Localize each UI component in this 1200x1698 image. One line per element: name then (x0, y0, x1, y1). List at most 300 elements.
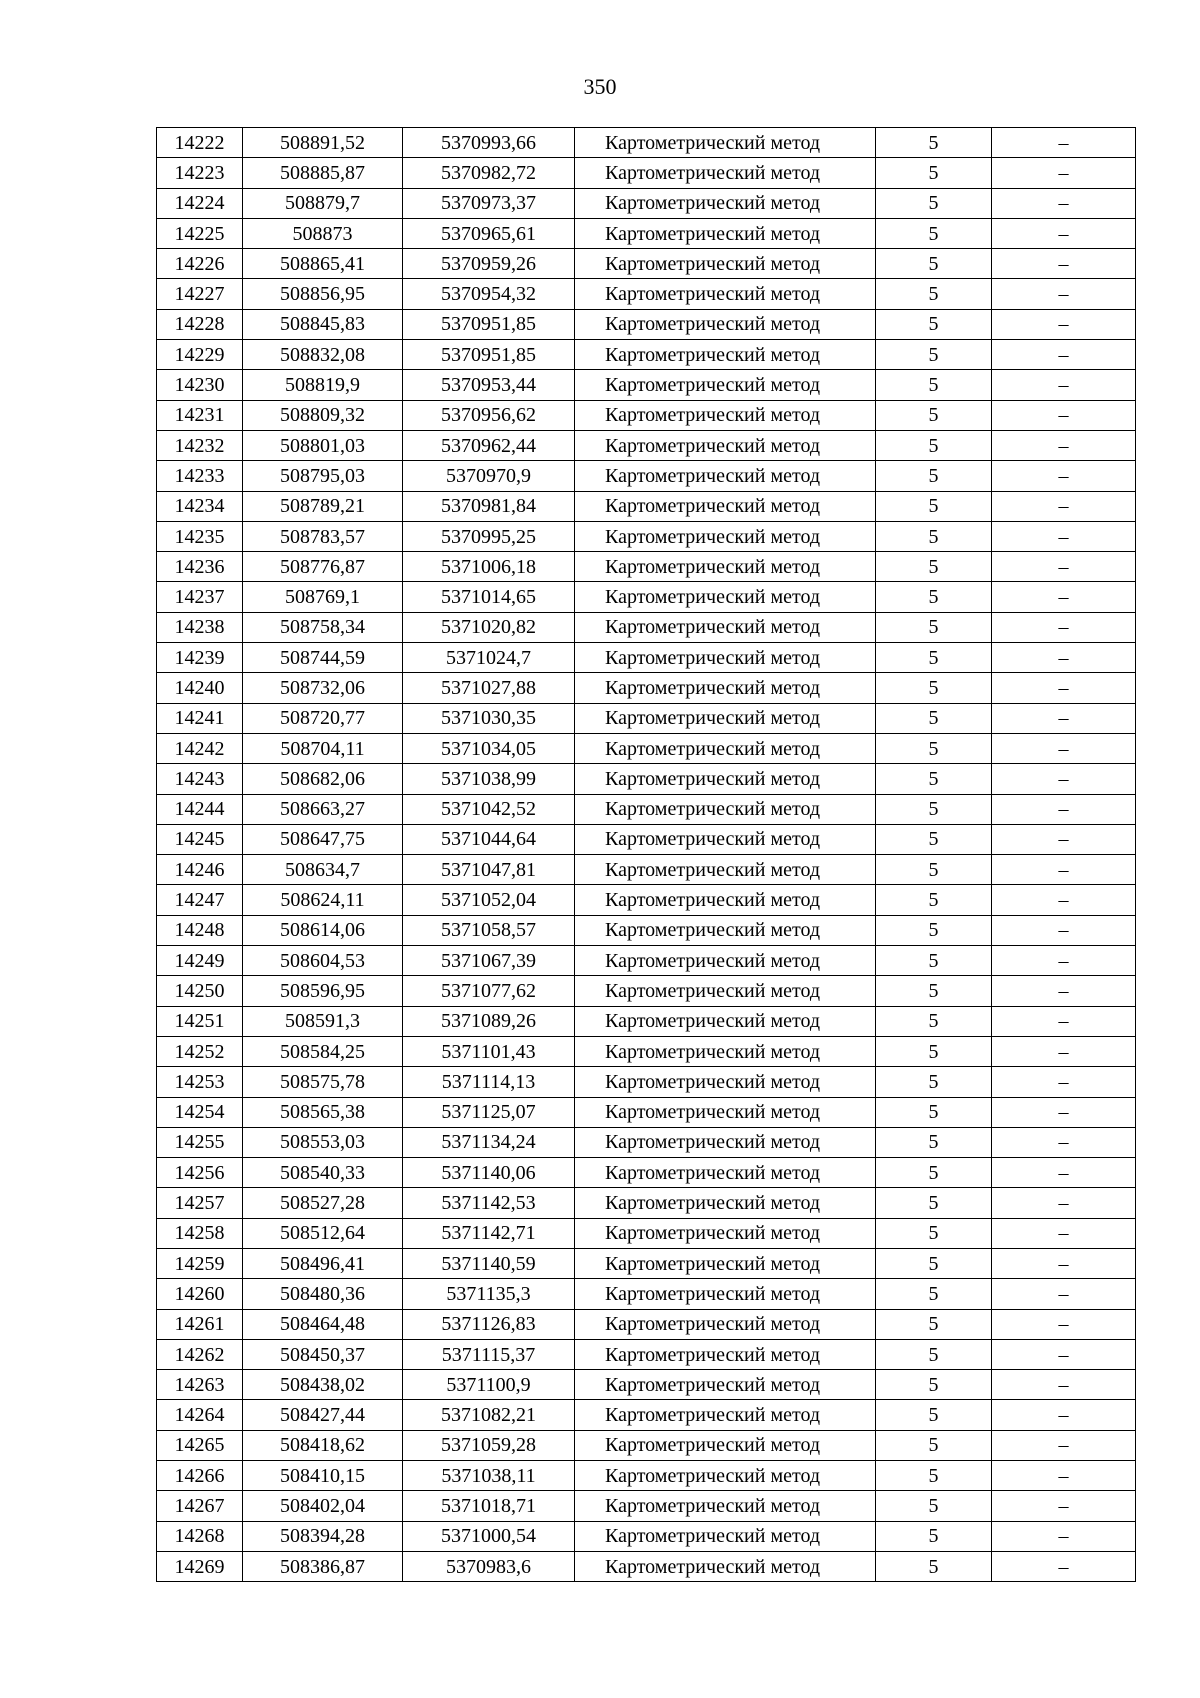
method-cell: Картометрический метод (575, 673, 876, 703)
table-row (157, 128, 1136, 158)
accuracy-cell: 5 (876, 1279, 992, 1309)
x-coordinate-cell: 508744,59 (243, 643, 403, 673)
x-coordinate-cell: 508720,77 (243, 703, 403, 733)
x-coordinate-cell: 508450,37 (243, 1339, 403, 1369)
point-number-cell: 14257 (157, 1188, 243, 1218)
point-number-cell: 14263 (157, 1370, 243, 1400)
table-row (157, 1158, 1136, 1188)
x-coordinate-cell: 508418,62 (243, 1430, 403, 1460)
table-row (157, 1551, 1136, 1581)
method-cell: Картометрический метод (575, 1279, 876, 1309)
accuracy-cell: 5 (876, 643, 992, 673)
x-coordinate-cell: 508438,02 (243, 1370, 403, 1400)
y-coordinate-cell: 5370970,9 (403, 461, 575, 491)
y-coordinate-cell: 5371101,43 (403, 1036, 575, 1066)
accuracy-cell: 5 (876, 218, 992, 248)
note-cell: – (992, 855, 1136, 885)
accuracy-cell: 5 (876, 673, 992, 703)
note-cell: – (992, 915, 1136, 945)
method-cell: Картометрический метод (575, 430, 876, 460)
accuracy-cell: 5 (876, 1097, 992, 1127)
accuracy-cell: 5 (876, 976, 992, 1006)
point-number-cell: 14261 (157, 1309, 243, 1339)
y-coordinate-cell: 5370954,32 (403, 279, 575, 309)
x-coordinate-cell: 508832,08 (243, 340, 403, 370)
y-coordinate-cell: 5370959,26 (403, 249, 575, 279)
x-coordinate-cell: 508769,1 (243, 582, 403, 612)
accuracy-cell: 5 (876, 612, 992, 642)
point-number-cell: 14241 (157, 703, 243, 733)
method-cell: Картометрический метод (575, 521, 876, 551)
point-number-cell: 14248 (157, 915, 243, 945)
method-cell: Картометрический метод (575, 400, 876, 430)
note-cell: – (992, 1370, 1136, 1400)
note-cell: – (992, 1127, 1136, 1157)
accuracy-cell: 5 (876, 521, 992, 551)
table-row (157, 946, 1136, 976)
table-row (157, 461, 1136, 491)
y-coordinate-cell: 5371058,57 (403, 915, 575, 945)
note-cell: – (992, 976, 1136, 1006)
note-cell: – (992, 188, 1136, 218)
point-number-cell: 14235 (157, 521, 243, 551)
table-row (157, 370, 1136, 400)
point-number-cell: 14253 (157, 1067, 243, 1097)
method-cell: Картометрический метод (575, 218, 876, 248)
table-row (157, 915, 1136, 945)
note-cell: – (992, 1339, 1136, 1369)
y-coordinate-cell: 5371100,9 (403, 1370, 575, 1400)
table-row (157, 1188, 1136, 1218)
point-number-cell: 14228 (157, 309, 243, 339)
y-coordinate-cell: 5371034,05 (403, 733, 575, 763)
method-cell: Картометрический метод (575, 1248, 876, 1278)
y-coordinate-cell: 5370995,25 (403, 521, 575, 551)
note-cell: – (992, 218, 1136, 248)
table-row (157, 1400, 1136, 1430)
point-number-cell: 14249 (157, 946, 243, 976)
note-cell: – (992, 794, 1136, 824)
method-cell: Картометрический метод (575, 1067, 876, 1097)
table-row (157, 794, 1136, 824)
table-row (157, 1127, 1136, 1157)
table-row (157, 249, 1136, 279)
accuracy-cell: 5 (876, 1521, 992, 1551)
accuracy-cell: 5 (876, 1006, 992, 1036)
y-coordinate-cell: 5370953,44 (403, 370, 575, 400)
point-number-cell: 14262 (157, 1339, 243, 1369)
accuracy-cell: 5 (876, 1309, 992, 1339)
accuracy-cell: 5 (876, 885, 992, 915)
accuracy-cell: 5 (876, 915, 992, 945)
method-cell: Картометрический метод (575, 1491, 876, 1521)
point-number-cell: 14260 (157, 1279, 243, 1309)
point-number-cell: 14264 (157, 1400, 243, 1430)
method-cell: Картометрический метод (575, 249, 876, 279)
x-coordinate-cell: 508575,78 (243, 1067, 403, 1097)
point-number-cell: 14245 (157, 824, 243, 854)
accuracy-cell: 5 (876, 1491, 992, 1521)
point-number-cell: 14223 (157, 158, 243, 188)
point-number-cell: 14230 (157, 370, 243, 400)
point-number-cell: 14244 (157, 794, 243, 824)
point-number-cell: 14269 (157, 1551, 243, 1581)
note-cell: – (992, 430, 1136, 460)
note-cell: – (992, 340, 1136, 370)
x-coordinate-cell: 508614,06 (243, 915, 403, 945)
accuracy-cell: 5 (876, 764, 992, 794)
point-number-cell: 14234 (157, 491, 243, 521)
method-cell: Картометрический метод (575, 1551, 876, 1581)
point-number-cell: 14268 (157, 1521, 243, 1551)
note-cell: – (992, 885, 1136, 915)
note-cell: – (992, 1158, 1136, 1188)
table-row (157, 188, 1136, 218)
table-row (157, 1036, 1136, 1066)
table-row (157, 764, 1136, 794)
table-row (157, 1430, 1136, 1460)
x-coordinate-cell: 508496,41 (243, 1248, 403, 1278)
point-number-cell: 14246 (157, 855, 243, 885)
y-coordinate-cell: 5371077,62 (403, 976, 575, 1006)
accuracy-cell: 5 (876, 733, 992, 763)
x-coordinate-cell: 508410,15 (243, 1461, 403, 1491)
x-coordinate-cell: 508891,52 (243, 128, 403, 158)
note-cell: – (992, 1551, 1136, 1581)
accuracy-cell: 5 (876, 1551, 992, 1581)
table-row (157, 1339, 1136, 1369)
y-coordinate-cell: 5371135,3 (403, 1279, 575, 1309)
method-cell: Картометрический метод (575, 279, 876, 309)
method-cell: Картометрический метод (575, 764, 876, 794)
method-cell: Картометрический метод (575, 1158, 876, 1188)
note-cell: – (992, 1461, 1136, 1491)
table-row (157, 279, 1136, 309)
y-coordinate-cell: 5371067,39 (403, 946, 575, 976)
table-row (157, 703, 1136, 733)
x-coordinate-cell: 508540,33 (243, 1158, 403, 1188)
y-coordinate-cell: 5371114,13 (403, 1067, 575, 1097)
y-coordinate-cell: 5371000,54 (403, 1521, 575, 1551)
method-cell: Картометрический метод (575, 158, 876, 188)
x-coordinate-cell: 508512,64 (243, 1218, 403, 1248)
y-coordinate-cell: 5370982,72 (403, 158, 575, 188)
table-row (157, 582, 1136, 612)
accuracy-cell: 5 (876, 1218, 992, 1248)
accuracy-cell: 5 (876, 1188, 992, 1218)
x-coordinate-cell: 508427,44 (243, 1400, 403, 1430)
note-cell: – (992, 1067, 1136, 1097)
method-cell: Картометрический метод (575, 1218, 876, 1248)
y-coordinate-cell: 5371047,81 (403, 855, 575, 885)
point-number-cell: 14265 (157, 1430, 243, 1460)
point-number-cell: 14225 (157, 218, 243, 248)
note-cell: – (992, 733, 1136, 763)
x-coordinate-cell: 508596,95 (243, 976, 403, 1006)
note-cell: – (992, 370, 1136, 400)
method-cell: Картометрический метод (575, 703, 876, 733)
note-cell: – (992, 158, 1136, 188)
method-cell: Картометрический метод (575, 582, 876, 612)
point-number-cell: 14256 (157, 1158, 243, 1188)
y-coordinate-cell: 5371134,24 (403, 1127, 575, 1157)
point-number-cell: 14227 (157, 279, 243, 309)
method-cell: Картометрический метод (575, 946, 876, 976)
point-number-cell: 14236 (157, 552, 243, 582)
accuracy-cell: 5 (876, 1461, 992, 1491)
y-coordinate-cell: 5370981,84 (403, 491, 575, 521)
y-coordinate-cell: 5370951,85 (403, 340, 575, 370)
method-cell: Картометрический метод (575, 885, 876, 915)
accuracy-cell: 5 (876, 491, 992, 521)
method-cell: Картометрический метод (575, 1400, 876, 1430)
table-row (157, 976, 1136, 1006)
accuracy-cell: 5 (876, 1158, 992, 1188)
note-cell: – (992, 612, 1136, 642)
accuracy-cell: 5 (876, 340, 992, 370)
x-coordinate-cell: 508394,28 (243, 1521, 403, 1551)
y-coordinate-cell: 5371030,35 (403, 703, 575, 733)
note-cell: – (992, 1188, 1136, 1218)
method-cell: Картометрический метод (575, 794, 876, 824)
method-cell: Картометрический метод (575, 1309, 876, 1339)
accuracy-cell: 5 (876, 946, 992, 976)
table-row (157, 552, 1136, 582)
note-cell: – (992, 491, 1136, 521)
y-coordinate-cell: 5371044,64 (403, 824, 575, 854)
x-coordinate-cell: 508527,28 (243, 1188, 403, 1218)
x-coordinate-cell: 508789,21 (243, 491, 403, 521)
point-number-cell: 14224 (157, 188, 243, 218)
y-coordinate-cell: 5371140,06 (403, 1158, 575, 1188)
y-coordinate-cell: 5371125,07 (403, 1097, 575, 1127)
x-coordinate-cell: 508591,3 (243, 1006, 403, 1036)
accuracy-cell: 5 (876, 461, 992, 491)
method-cell: Картометрический метод (575, 824, 876, 854)
accuracy-cell: 5 (876, 1370, 992, 1400)
x-coordinate-cell: 508704,11 (243, 733, 403, 763)
accuracy-cell: 5 (876, 1127, 992, 1157)
table-row (157, 1309, 1136, 1339)
y-coordinate-cell: 5371052,04 (403, 885, 575, 915)
table-row (157, 340, 1136, 370)
table-row (157, 1006, 1136, 1036)
note-cell: – (992, 1279, 1136, 1309)
note-cell: – (992, 521, 1136, 551)
y-coordinate-cell: 5370983,6 (403, 1551, 575, 1581)
method-cell: Картометрический метод (575, 612, 876, 642)
note-cell: – (992, 764, 1136, 794)
point-number-cell: 14243 (157, 764, 243, 794)
x-coordinate-cell: 508809,32 (243, 400, 403, 430)
x-coordinate-cell: 508647,75 (243, 824, 403, 854)
note-cell: – (992, 643, 1136, 673)
y-coordinate-cell: 5371089,26 (403, 1006, 575, 1036)
table-row (157, 643, 1136, 673)
note-cell: – (992, 1006, 1136, 1036)
y-coordinate-cell: 5371042,52 (403, 794, 575, 824)
x-coordinate-cell: 508565,38 (243, 1097, 403, 1127)
table-row (157, 824, 1136, 854)
note-cell: – (992, 824, 1136, 854)
x-coordinate-cell: 508819,9 (243, 370, 403, 400)
table-row (157, 521, 1136, 551)
x-coordinate-cell: 508795,03 (243, 461, 403, 491)
method-cell: Картометрический метод (575, 309, 876, 339)
note-cell: – (992, 1097, 1136, 1127)
method-cell: Картометрический метод (575, 855, 876, 885)
y-coordinate-cell: 5371038,11 (403, 1461, 575, 1491)
note-cell: – (992, 1400, 1136, 1430)
point-number-cell: 14250 (157, 976, 243, 1006)
y-coordinate-cell: 5371142,71 (403, 1218, 575, 1248)
y-coordinate-cell: 5370965,61 (403, 218, 575, 248)
point-number-cell: 14251 (157, 1006, 243, 1036)
accuracy-cell: 5 (876, 582, 992, 612)
note-cell: – (992, 1430, 1136, 1460)
table-row (157, 218, 1136, 248)
note-cell: – (992, 1248, 1136, 1278)
x-coordinate-cell: 508624,11 (243, 885, 403, 915)
table-row (157, 400, 1136, 430)
note-cell: – (992, 1036, 1136, 1066)
table-row (157, 1248, 1136, 1278)
y-coordinate-cell: 5371126,83 (403, 1309, 575, 1339)
point-number-cell: 14240 (157, 673, 243, 703)
method-cell: Картометрический метод (575, 976, 876, 1006)
point-number-cell: 14258 (157, 1218, 243, 1248)
table-row (157, 885, 1136, 915)
y-coordinate-cell: 5371018,71 (403, 1491, 575, 1521)
y-coordinate-cell: 5371024,7 (403, 643, 575, 673)
note-cell: – (992, 582, 1136, 612)
accuracy-cell: 5 (876, 703, 992, 733)
point-number-cell: 14232 (157, 430, 243, 460)
y-coordinate-cell: 5371059,28 (403, 1430, 575, 1460)
method-cell: Картометрический метод (575, 1430, 876, 1460)
method-cell: Картометрический метод (575, 552, 876, 582)
accuracy-cell: 5 (876, 824, 992, 854)
method-cell: Картометрический метод (575, 1097, 876, 1127)
x-coordinate-cell: 508776,87 (243, 552, 403, 582)
x-coordinate-cell: 508480,36 (243, 1279, 403, 1309)
accuracy-cell: 5 (876, 794, 992, 824)
table-row (157, 855, 1136, 885)
method-cell: Картометрический метод (575, 643, 876, 673)
y-coordinate-cell: 5371027,88 (403, 673, 575, 703)
table-row (157, 430, 1136, 460)
method-cell: Картометрический метод (575, 370, 876, 400)
accuracy-cell: 5 (876, 279, 992, 309)
x-coordinate-cell: 508801,03 (243, 430, 403, 460)
table-row (157, 1461, 1136, 1491)
note-cell: – (992, 461, 1136, 491)
x-coordinate-cell: 508856,95 (243, 279, 403, 309)
method-cell: Картометрический метод (575, 128, 876, 158)
accuracy-cell: 5 (876, 309, 992, 339)
point-number-cell: 14252 (157, 1036, 243, 1066)
note-cell: – (992, 1218, 1136, 1248)
point-number-cell: 14238 (157, 612, 243, 642)
point-number-cell: 14255 (157, 1127, 243, 1157)
y-coordinate-cell: 5371142,53 (403, 1188, 575, 1218)
method-cell: Картометрический метод (575, 733, 876, 763)
method-cell: Картометрический метод (575, 340, 876, 370)
table-row (157, 1279, 1136, 1309)
table-row (157, 158, 1136, 188)
x-coordinate-cell: 508464,48 (243, 1309, 403, 1339)
x-coordinate-cell: 508783,57 (243, 521, 403, 551)
y-coordinate-cell: 5371006,18 (403, 552, 575, 582)
note-cell: – (992, 1521, 1136, 1551)
table-row (157, 1491, 1136, 1521)
table-row (157, 1218, 1136, 1248)
table-row (157, 1067, 1136, 1097)
x-coordinate-cell: 508663,27 (243, 794, 403, 824)
point-number-cell: 14222 (157, 128, 243, 158)
accuracy-cell: 5 (876, 1339, 992, 1369)
x-coordinate-cell: 508732,06 (243, 673, 403, 703)
note-cell: – (992, 128, 1136, 158)
point-number-cell: 14247 (157, 885, 243, 915)
accuracy-cell: 5 (876, 1248, 992, 1278)
method-cell: Картометрический метод (575, 1127, 876, 1157)
x-coordinate-cell: 508584,25 (243, 1036, 403, 1066)
x-coordinate-cell: 508758,34 (243, 612, 403, 642)
coordinates-table (156, 127, 1136, 1582)
x-coordinate-cell: 508634,7 (243, 855, 403, 885)
accuracy-cell: 5 (876, 370, 992, 400)
x-coordinate-cell: 508604,53 (243, 946, 403, 976)
table-row (157, 309, 1136, 339)
point-number-cell: 14237 (157, 582, 243, 612)
accuracy-cell: 5 (876, 249, 992, 279)
accuracy-cell: 5 (876, 430, 992, 460)
accuracy-cell: 5 (876, 1430, 992, 1460)
x-coordinate-cell: 508873 (243, 218, 403, 248)
method-cell: Картометрический метод (575, 1370, 876, 1400)
note-cell: – (992, 400, 1136, 430)
accuracy-cell: 5 (876, 158, 992, 188)
y-coordinate-cell: 5370956,62 (403, 400, 575, 430)
x-coordinate-cell: 508879,7 (243, 188, 403, 218)
accuracy-cell: 5 (876, 400, 992, 430)
y-coordinate-cell: 5371014,65 (403, 582, 575, 612)
y-coordinate-cell: 5370973,37 (403, 188, 575, 218)
accuracy-cell: 5 (876, 855, 992, 885)
method-cell: Картометрический метод (575, 1006, 876, 1036)
y-coordinate-cell: 5370951,85 (403, 309, 575, 339)
x-coordinate-cell: 508865,41 (243, 249, 403, 279)
accuracy-cell: 5 (876, 188, 992, 218)
point-number-cell: 14259 (157, 1248, 243, 1278)
y-coordinate-cell: 5371020,82 (403, 612, 575, 642)
method-cell: Картометрический метод (575, 915, 876, 945)
note-cell: – (992, 673, 1136, 703)
coordinates-table-body (157, 128, 1136, 1582)
method-cell: Картометрический метод (575, 1521, 876, 1551)
x-coordinate-cell: 508553,03 (243, 1127, 403, 1157)
y-coordinate-cell: 5371140,59 (403, 1248, 575, 1278)
method-cell: Картометрический метод (575, 1461, 876, 1491)
point-number-cell: 14267 (157, 1491, 243, 1521)
accuracy-cell: 5 (876, 1036, 992, 1066)
y-coordinate-cell: 5371115,37 (403, 1339, 575, 1369)
point-number-cell: 14231 (157, 400, 243, 430)
method-cell: Картометрический метод (575, 1339, 876, 1369)
method-cell: Картометрический метод (575, 1188, 876, 1218)
y-coordinate-cell: 5371082,21 (403, 1400, 575, 1430)
